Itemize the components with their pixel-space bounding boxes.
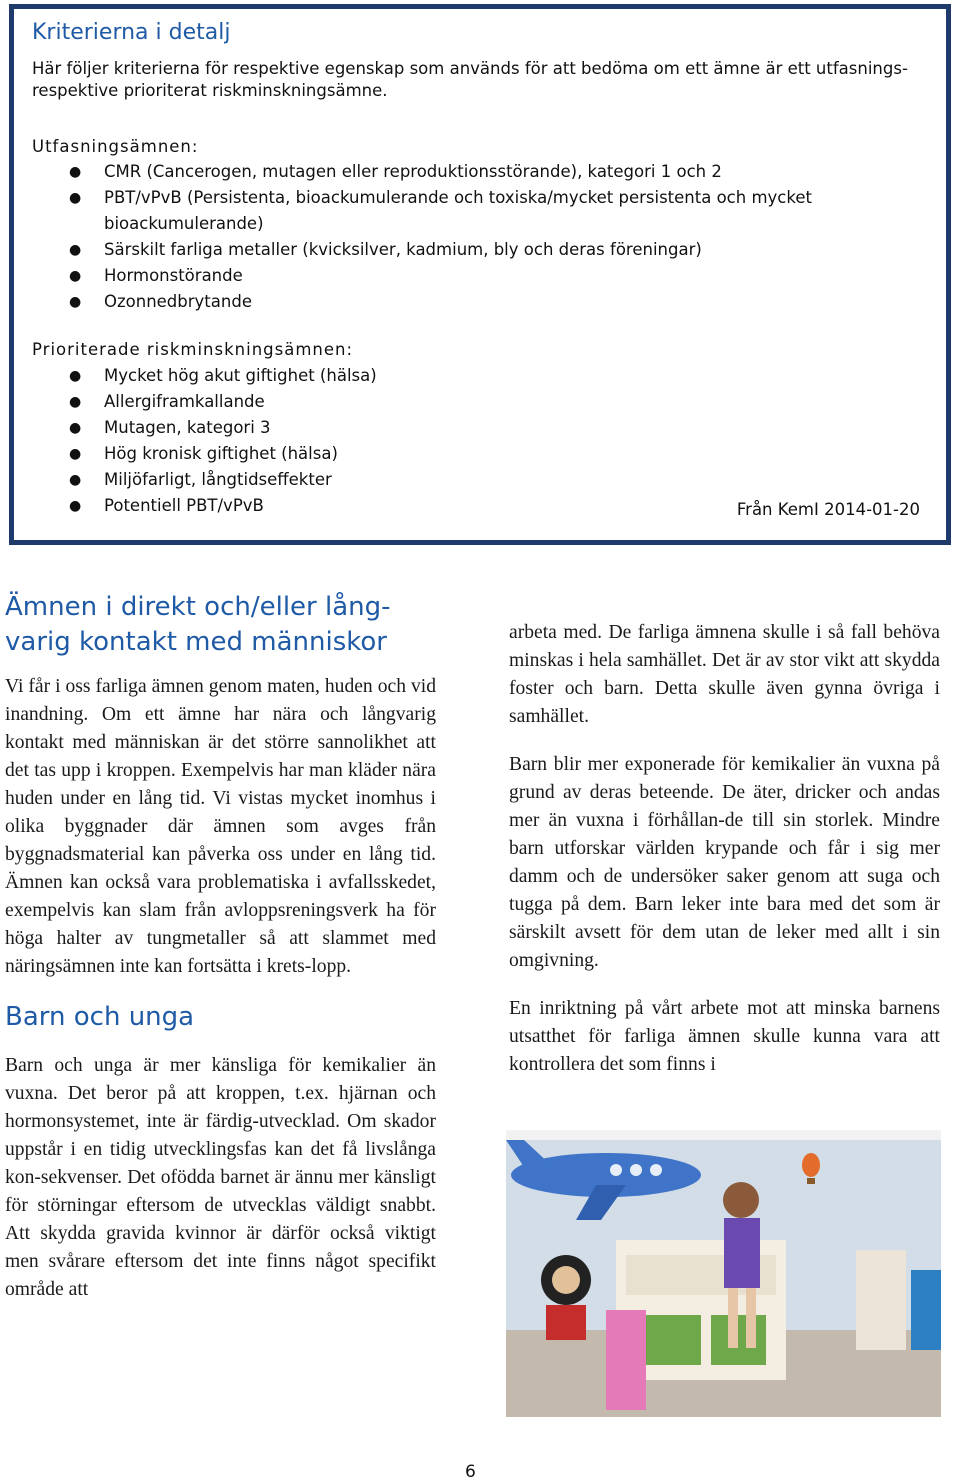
playroom-photo: [506, 1130, 941, 1417]
bullet-icon: ●: [69, 242, 82, 258]
factbox-title: Kriterierna i detalj: [32, 20, 231, 45]
list-item: ● PBT/vPvB (Persistenta, bioackumulerande och toxiska/mycket persistenta och mycket bioackumulerande): [14, 185, 924, 237]
list-item: ● Mycket hög akut giftighet (hälsa): [14, 363, 924, 389]
left-column: [5, 590, 436, 1304]
bullet-icon: ●: [69, 472, 82, 488]
phaseout-list: [14, 159, 924, 315]
paragraph: En inriktning på vårt arbete mot att minska barnens utsatthet för farliga ämnen skulle kunna vara att kontrollera det som finns i: [509, 998, 940, 1075]
factbox-intro: Här följer kriterierna för respektive egenskap som används för att bedöma om ett ämne är ett utfasnings- respektive prioriterat riskminskningsämne.: [32, 59, 908, 100]
list-item: ● CMR (Cancerogen, mutagen eller reproduktionsstörande), kategori 1 och 2: [14, 159, 924, 185]
paragraph: Barn blir mer exponerade för kemikalier än vuxna på grund av deras beteende. De äter, dricker och andas mer än vuxna i förhållan-de till sin storlek. Mindre barn utforskar världen krypande och får i sig mer damm och de undersöker saker genom att suga och tugga på dem. Barn leker inte bara med det som är särskilt avsett för dem utan de leker med allt i sin omgivning.: [509, 754, 940, 971]
section-heading-contact: Ämnen i direkt och/eller lång-varig kontakt med människor: [5, 592, 391, 657]
bullet-icon: ●: [69, 268, 82, 284]
page-number: 6: [465, 1462, 476, 1482]
list-item: ● Ozonnedbrytande: [14, 289, 924, 315]
phaseout-heading: Utfasningsämnen:: [32, 137, 199, 156]
list-item: ● Potentiell PBT/vPvB: [14, 493, 924, 519]
paragraph: Barn och unga är mer känsliga för kemikalier än vuxna. Det beror på att kroppen, t.ex. hjärnan och hormonsystemet, inte är färdig-utvecklad. Om skador uppstår i en tidig utvecklingsfas kan det få livslånga kon-sekvenser. Det ofödda barnet är ännu mer känsligt för störningar eftersom de utvecklas väldigt snabbt. Att skydda gravida kvinnor är därför också viktigt men svårare eftersom det inte finns något specifikt område att: [5, 1055, 436, 1300]
section-heading-children: Barn och unga: [5, 1002, 195, 1032]
list-item: ● Mutagen, kategori 3: [14, 415, 924, 441]
factbox-source: Från KemI 2014-01-20: [736, 500, 920, 519]
paragraph: arbeta med. De farliga ämnena skulle i så fall behöva minskas i hela samhället. Det är av stor vikt att skydda foster och barn. Detta skulle även gynna övriga i samhället.: [509, 622, 940, 727]
list-item: ● Hög kronisk giftighet (hälsa): [14, 441, 924, 467]
bullet-icon: ●: [69, 294, 82, 310]
bullet-icon: ●: [69, 190, 82, 206]
playroom-illustration: [506, 1130, 941, 1417]
priority-heading: Prioriterade riskminskningsämnen:: [32, 340, 354, 359]
criteria-factbox: [9, 4, 951, 545]
list-item: ● Allergiframkallande: [14, 389, 924, 415]
list-item: ● Särskilt farliga metaller (kvicksilver, kadmium, bly och deras föreningar): [14, 237, 924, 263]
bullet-icon: ●: [69, 394, 82, 410]
bullet-icon: ●: [69, 164, 82, 180]
list-item: ● Miljöfarligt, långtidseffekter: [14, 467, 924, 493]
right-column: [509, 619, 940, 1079]
priority-list: [14, 363, 924, 519]
list-item: ● Hormonstörande: [14, 263, 924, 289]
bullet-icon: ●: [69, 420, 82, 436]
paragraph: Vi får i oss farliga ämnen genom maten, huden och vid inandning. Om ett ämne har nära och långvarig kontakt med människan är det större sannolikhet att det tas upp i kroppen. Exempelvis har man kläder nära huden under en lång tid. Vi vistas mycket inomhus i olika byggnader där ämnen som avges från byggnadsmaterial kan påverka oss under en lång tid. Ämnen kan också vara problematiska i avfallsskedet, exempelvis kan slam från avloppsreningsverk ha för höga halter av tungmetaller så att slammet med näringsämnen inte kan fortsätta i krets-lopp.: [5, 676, 436, 977]
bullet-icon: ●: [69, 498, 82, 514]
bullet-icon: ●: [69, 368, 82, 384]
bullet-icon: ●: [69, 446, 82, 462]
